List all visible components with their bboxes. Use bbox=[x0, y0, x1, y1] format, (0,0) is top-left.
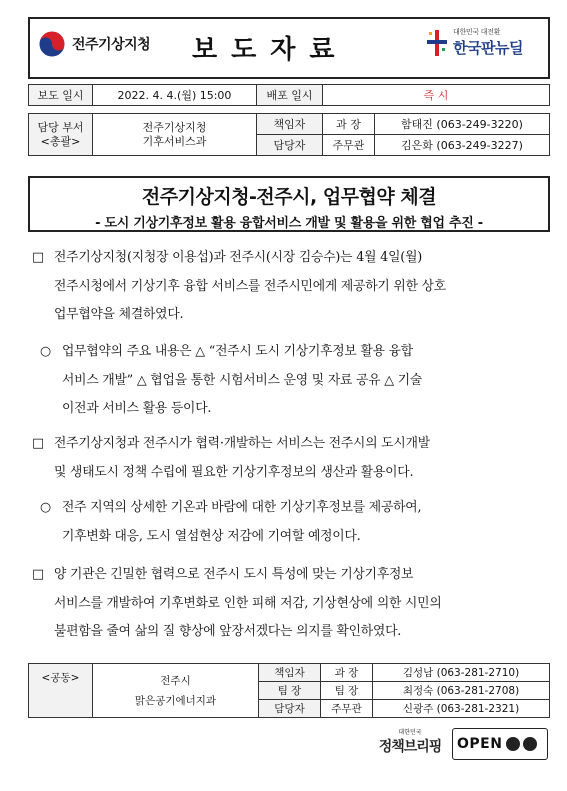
distribution-value: 즉 시 bbox=[323, 85, 550, 106]
paragraph-line: 이전과 서비스 활용 등이다. bbox=[62, 401, 212, 416]
joint-contact-table bbox=[28, 663, 550, 718]
contact-role: 책임자 bbox=[257, 114, 323, 135]
paragraph-line: 기후변화 대응, 도시 열섬현상 저감에 기여할 예정이다. bbox=[62, 528, 361, 544]
new-deal-name: 한국판뉴딜 bbox=[453, 39, 523, 57]
department-org-line2: 기후서비스과 bbox=[142, 134, 207, 148]
paragraph-line: 서비스를 개발하여 기후변화로 인한 피해 저감, 기상현상에 의한 시민의 bbox=[54, 595, 442, 611]
contact-person: 김성남 (063-281-2710) bbox=[373, 664, 550, 682]
korean-new-deal-logo bbox=[425, 27, 523, 58]
attribution-icon bbox=[506, 737, 520, 751]
paragraph-line: 전주 지역의 상세한 기온과 바람에 대한 기상기후정보를 제공하여, bbox=[62, 500, 422, 515]
policy-briefing-logo bbox=[378, 727, 442, 756]
paragraph-line: 업무협약을 체결하였다. bbox=[54, 307, 184, 322]
contact-title: 주무관 bbox=[321, 700, 373, 718]
paragraph-line: 전주기상지청(지청장 이용섭)과 전주시(시장 김승수)는 4월 4일(월) bbox=[54, 250, 423, 265]
paragraph-line: 서비스 개발” △ 협업을 통한 시험서비스 운영 및 자료 공유 △ 기술 bbox=[62, 372, 423, 388]
paragraph-line: 전주시청에서 기상기후 융합 서비스를 전주시민에게 제공하기 위한 상호 bbox=[54, 278, 446, 294]
square-bullet: □ bbox=[32, 567, 44, 582]
department-org-line1: 전주기상지청 bbox=[142, 120, 207, 134]
paragraph-line: 불편함을 줄여 삶의 질 향상에 앞장서겠다는 의지를 확인하였다. bbox=[54, 624, 402, 639]
circle-bullet: ○ bbox=[40, 344, 51, 359]
paragraph-4 bbox=[40, 494, 552, 551]
contact-role: 책임자 bbox=[259, 664, 321, 682]
joint-org bbox=[93, 664, 259, 718]
paragraph-1 bbox=[32, 244, 552, 330]
open-license-word: OPEN bbox=[457, 736, 503, 752]
contact-role: 팀 장 bbox=[259, 682, 321, 700]
paragraph-line: 전주기상지청과 전주시가 협력·개발하는 서비스는 전주시의 도시개발 bbox=[54, 436, 430, 451]
release-date-value: 2022. 4. 4.(월) 15:00 bbox=[93, 85, 257, 106]
new-deal-tagline: 대한민국 대전환 bbox=[453, 28, 501, 36]
release-info-table bbox=[28, 84, 550, 106]
contact-title: 주무관 bbox=[323, 135, 375, 156]
paragraph-line: 업무협약의 주요 내용은 △ “전주시 도시 기상기후정보 활용 융합 bbox=[62, 344, 413, 359]
release-date-label: 보도 일시 bbox=[29, 85, 93, 106]
department-table bbox=[28, 113, 550, 156]
agency-name: 전주기상지청 bbox=[72, 37, 151, 53]
department-label-line2: <총괄> bbox=[40, 134, 81, 148]
square-bullet: □ bbox=[32, 436, 44, 451]
open-license-badge bbox=[452, 728, 548, 760]
new-deal-mark-icon bbox=[425, 28, 449, 58]
contact-person: 김은화 (063-249-3227) bbox=[375, 135, 550, 156]
document-title: 보도자료 bbox=[192, 35, 349, 65]
distribution-label: 배포 일시 bbox=[257, 85, 323, 106]
policy-briefing-small: 대한민국 bbox=[398, 729, 422, 736]
agency-logo bbox=[38, 30, 150, 58]
paragraph-3 bbox=[32, 430, 552, 487]
square-bullet: □ bbox=[32, 250, 44, 265]
department-label bbox=[29, 114, 93, 156]
department-org bbox=[93, 114, 257, 156]
contact-title: 과 장 bbox=[323, 114, 375, 135]
department-label-line1: 담당 부서 bbox=[37, 120, 84, 134]
headline-subtitle: - 도시 기상기후정보 활용 융합서비스 개발 및 활용을 위한 협업 추진 - bbox=[95, 216, 483, 231]
policy-briefing-name: 정책브리핑 bbox=[378, 739, 442, 755]
paragraph-2 bbox=[40, 338, 552, 424]
commercial-use-icon bbox=[523, 737, 537, 751]
contact-title: 과 장 bbox=[321, 664, 373, 682]
contact-person: 신광주 (063-281-2321) bbox=[373, 700, 550, 718]
contact-person: 최정숙 (063-281-2708) bbox=[373, 682, 550, 700]
contact-title: 팀 장 bbox=[321, 682, 373, 700]
contact-role: 담당자 bbox=[259, 700, 321, 718]
paragraph-line: 및 생태도시 정책 수립에 필요한 기상기후정보의 생산과 활용이다. bbox=[54, 464, 414, 480]
joint-label: <공동> bbox=[29, 664, 93, 718]
paragraph-5 bbox=[32, 561, 552, 647]
circle-bullet: ○ bbox=[40, 500, 51, 515]
headline-title: 전주기상지청-전주시, 업무협약 체결 bbox=[141, 186, 437, 208]
contact-role: 담당자 bbox=[257, 135, 323, 156]
joint-org-line1: 전주시 bbox=[160, 674, 191, 687]
joint-org-line2: 맑은공기에너지과 bbox=[134, 694, 217, 707]
headline-box bbox=[28, 176, 550, 232]
taegeuk-emblem-icon bbox=[38, 30, 66, 58]
paragraph-line: 양 기관은 긴밀한 협력으로 전주시 도시 특성에 맞는 기상기후정보 bbox=[54, 567, 414, 582]
contact-person: 함태진 (063-249-3220) bbox=[375, 114, 550, 135]
